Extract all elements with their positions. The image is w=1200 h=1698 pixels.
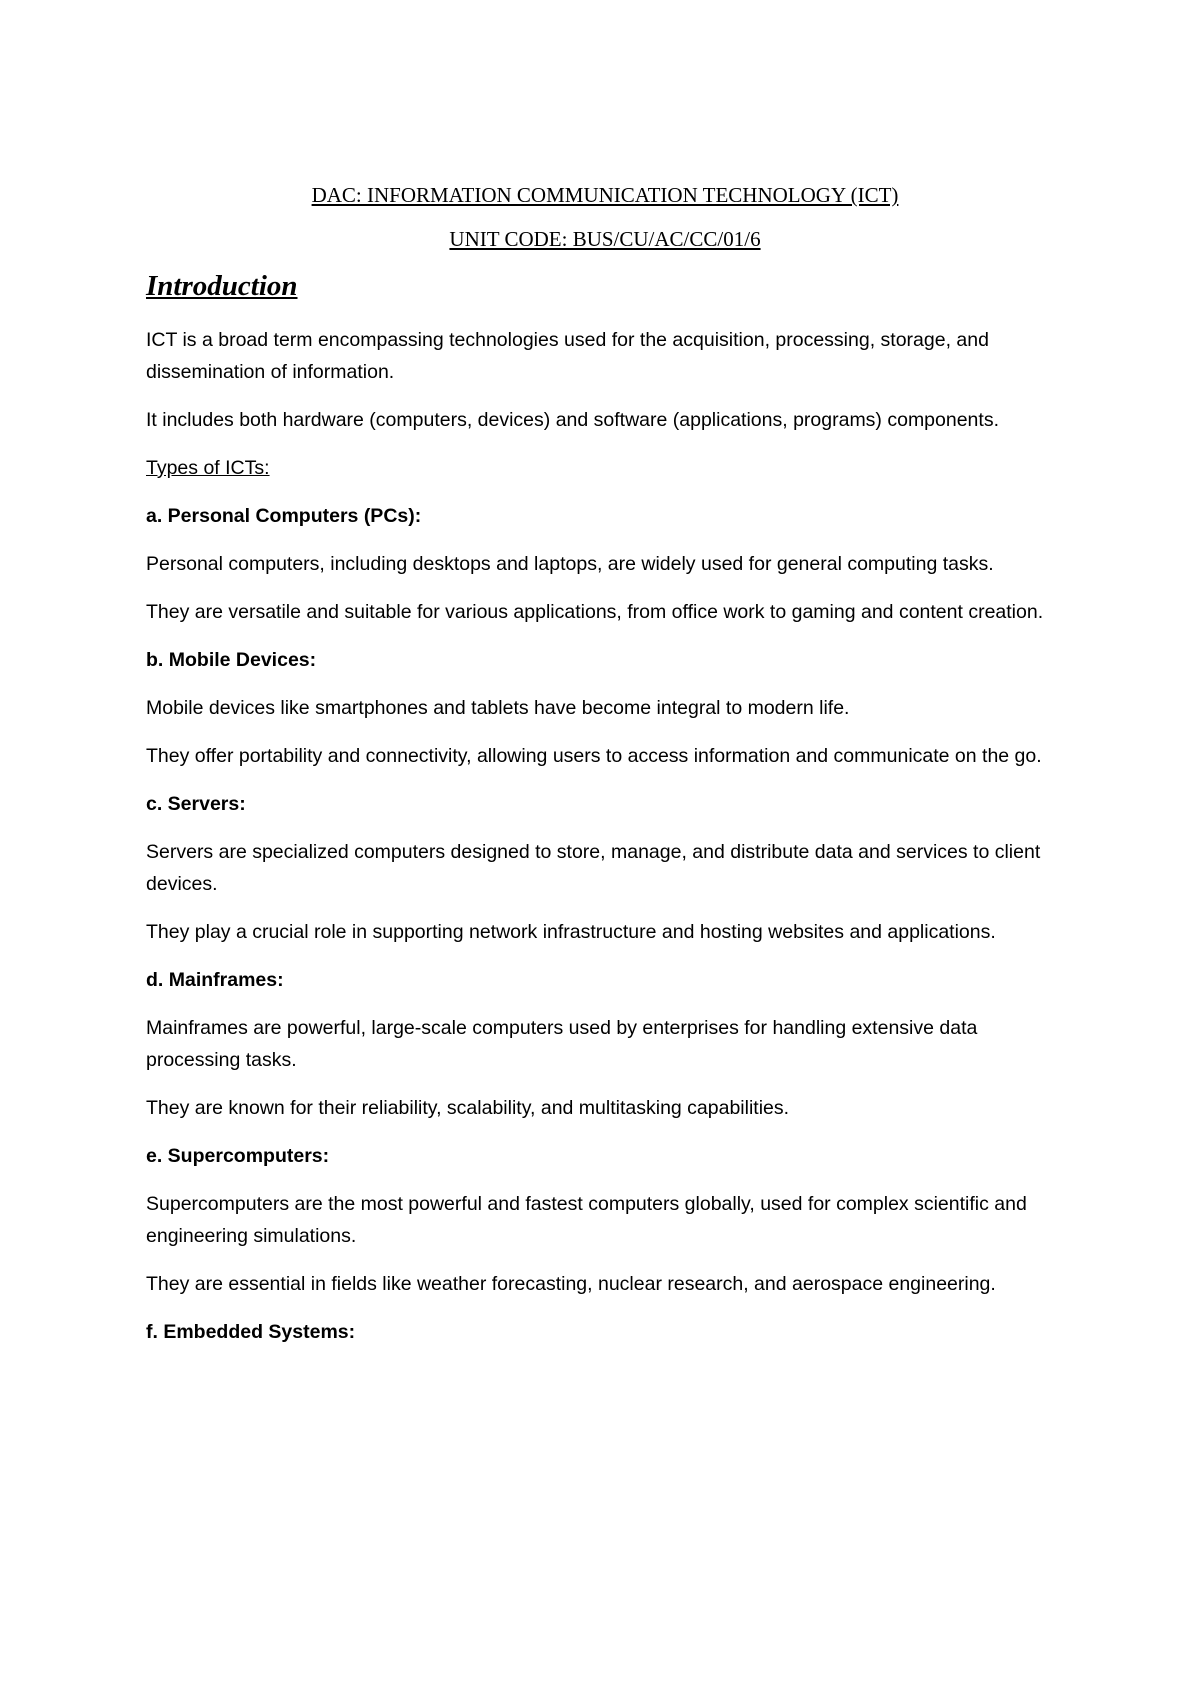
section-heading-pcs: a. Personal Computers (PCs): <box>146 505 422 527</box>
section-heading-servers: c. Servers: <box>146 793 246 815</box>
section-paragraph: Supercomputers are the most powerful and fastest computers globally, used for complex scientific and engineering simulations. <box>146 1193 1027 1247</box>
section-paragraph: They are known for their reliability, scalability, and multitasking capabilities. <box>146 1097 790 1119</box>
intro-paragraph: ICT is a broad term encompassing technologies used for the acquisition, processing, storage, and dissemination of information. <box>146 329 989 383</box>
section-heading-mobile-devices: b. Mobile Devices: <box>146 649 317 671</box>
section-paragraph: Personal computers, including desktops and laptops, are widely used for general computing tasks. <box>146 553 994 575</box>
section-paragraph: Mainframes are powerful, large-scale computers used by enterprises for handling extensive data processing tasks. <box>146 1017 978 1071</box>
unit-code: UNIT CODE: BUS/CU/AC/CC/01/6 <box>449 227 761 251</box>
section-paragraph: They are essential in fields like weather forecasting, nuclear research, and aerospace engineering. <box>146 1273 996 1295</box>
section-heading-supercomputers: e. Supercomputers: <box>146 1145 330 1167</box>
section-paragraph: Mobile devices like smartphones and tablets have become integral to modern life. <box>146 697 850 719</box>
types-heading: Types of ICTs: <box>146 457 270 479</box>
section-paragraph: They are versatile and suitable for various applications, from office work to gaming and content creation. <box>146 601 1044 623</box>
introduction-heading: Introduction <box>146 270 298 302</box>
section-paragraph: They play a crucial role in supporting network infrastructure and hosting websites and applications. <box>146 921 996 943</box>
section-paragraph: They offer portability and connectivity, allowing users to access information and communicate on the go. <box>146 745 1042 767</box>
intro-paragraph: It includes both hardware (computers, devices) and software (applications, programs) components. <box>146 409 999 431</box>
document-body <box>146 324 1066 1364</box>
section-paragraph: Servers are specialized computers designed to store, manage, and distribute data and services to client devices. <box>146 841 1041 895</box>
section-heading-mainframes: d. Mainframes: <box>146 969 284 991</box>
document-title: DAC: INFORMATION COMMUNICATION TECHNOLOGY (ICT) <box>311 183 899 207</box>
section-heading-embedded-systems: f. Embedded Systems: <box>146 1321 356 1343</box>
